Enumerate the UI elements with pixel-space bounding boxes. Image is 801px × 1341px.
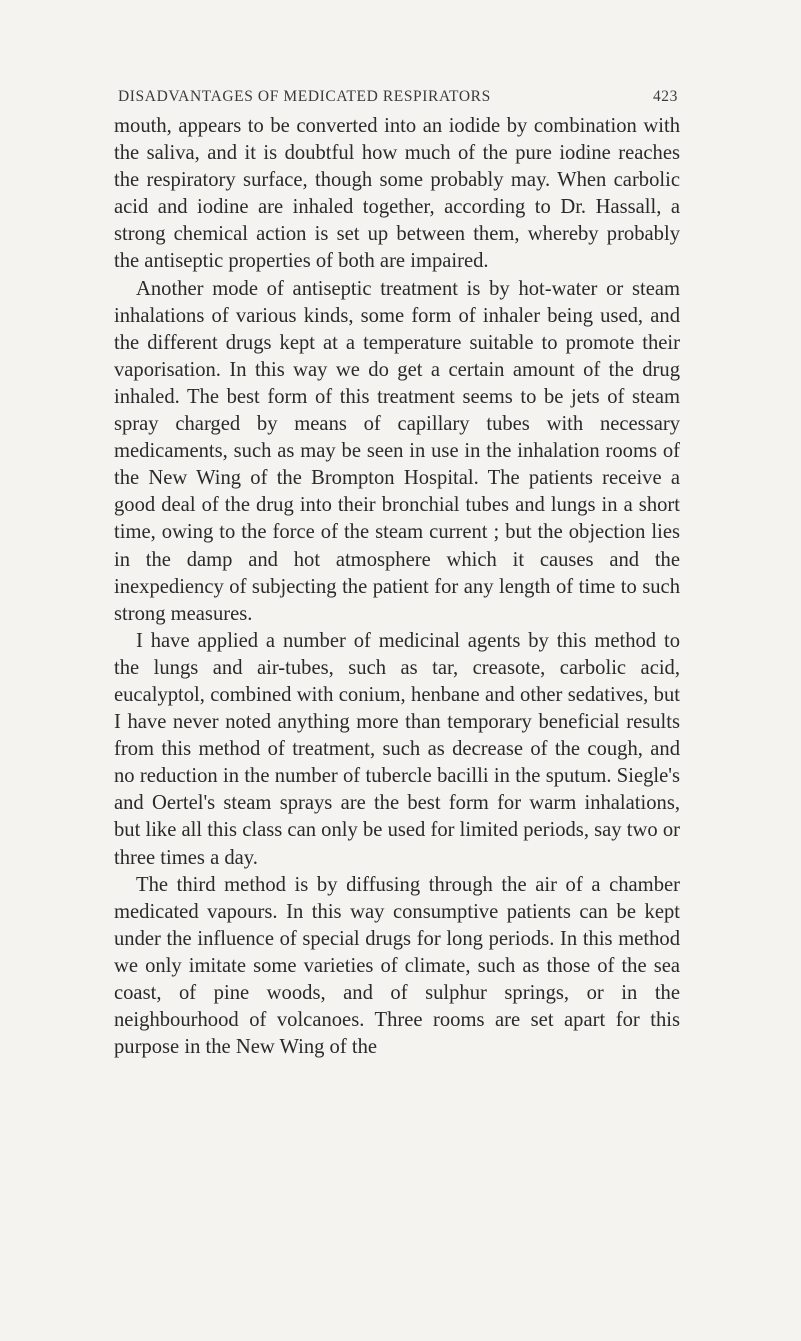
paragraph: The third method is by diffusing through the air of a chamber medicated vapours. In this way consumptive patients can be kept under the influence of special drugs for long periods. In this method we only imitate some varieties of climate, such as those of the sea coast, of pine woods, and of sulphur springs, or in the neighbourhood of volcanoes. Three rooms are set apart for this purpose in the New Wing of the <box>114 873 680 1059</box>
running-head-title: DISADVANTAGES OF MEDICATED RESPIRATORS <box>118 88 491 105</box>
running-head <box>118 88 678 106</box>
paragraph: I have applied a number of medicinal agents by this method to the lungs and air-tubes, such as tar, creasote, carbolic acid, eucalyptol, combined with conium, henbane and other sedatives, but I have never noted anything more than temporary beneficial results from this method of treatment, such as decrease of the cough, and no reduction in the number of tubercle bacilli in the sputum. Siegle's and Oertel's steam sprays are the best form for warm inhalations, but like all this class can only be used for limited periods, say two or three times a day. <box>114 629 680 869</box>
paragraph: mouth, appears to be converted into an iodide by combination with the saliva, and it is doubtful how much of the pure iodine reaches the respiratory surface, though some probably may. When carbolic acid and iodine are inhaled together, according to Dr. Hassall, a strong chemical action is set up between them, whereby probably the antiseptic properties of both are impaired. <box>114 115 680 273</box>
page-number: 423 <box>652 88 678 105</box>
body-text <box>114 113 680 1061</box>
paragraph: Another mode of antiseptic treatment is by hot-water or steam inhalations of various kinds, some form of inhaler being used, and the different drugs kept at a temperature suitable to promote their vaporisation. In this way we do get a certain amount of the drug inhaled. The best form of this treatment seems to be jets of steam spray charged by means of capillary tubes with necessary medicaments, such as may be seen in use in the inhalation rooms of the New Wing of the Brompton Hospital. The patients receive a good deal of the drug into their bronchial tubes and lungs in a short time, owing to the force of the steam current ; but the objection lies in the damp and hot atmosphere which it causes and the inexpediency of subjecting the patient for any length of time to such strong measures. <box>114 277 680 625</box>
